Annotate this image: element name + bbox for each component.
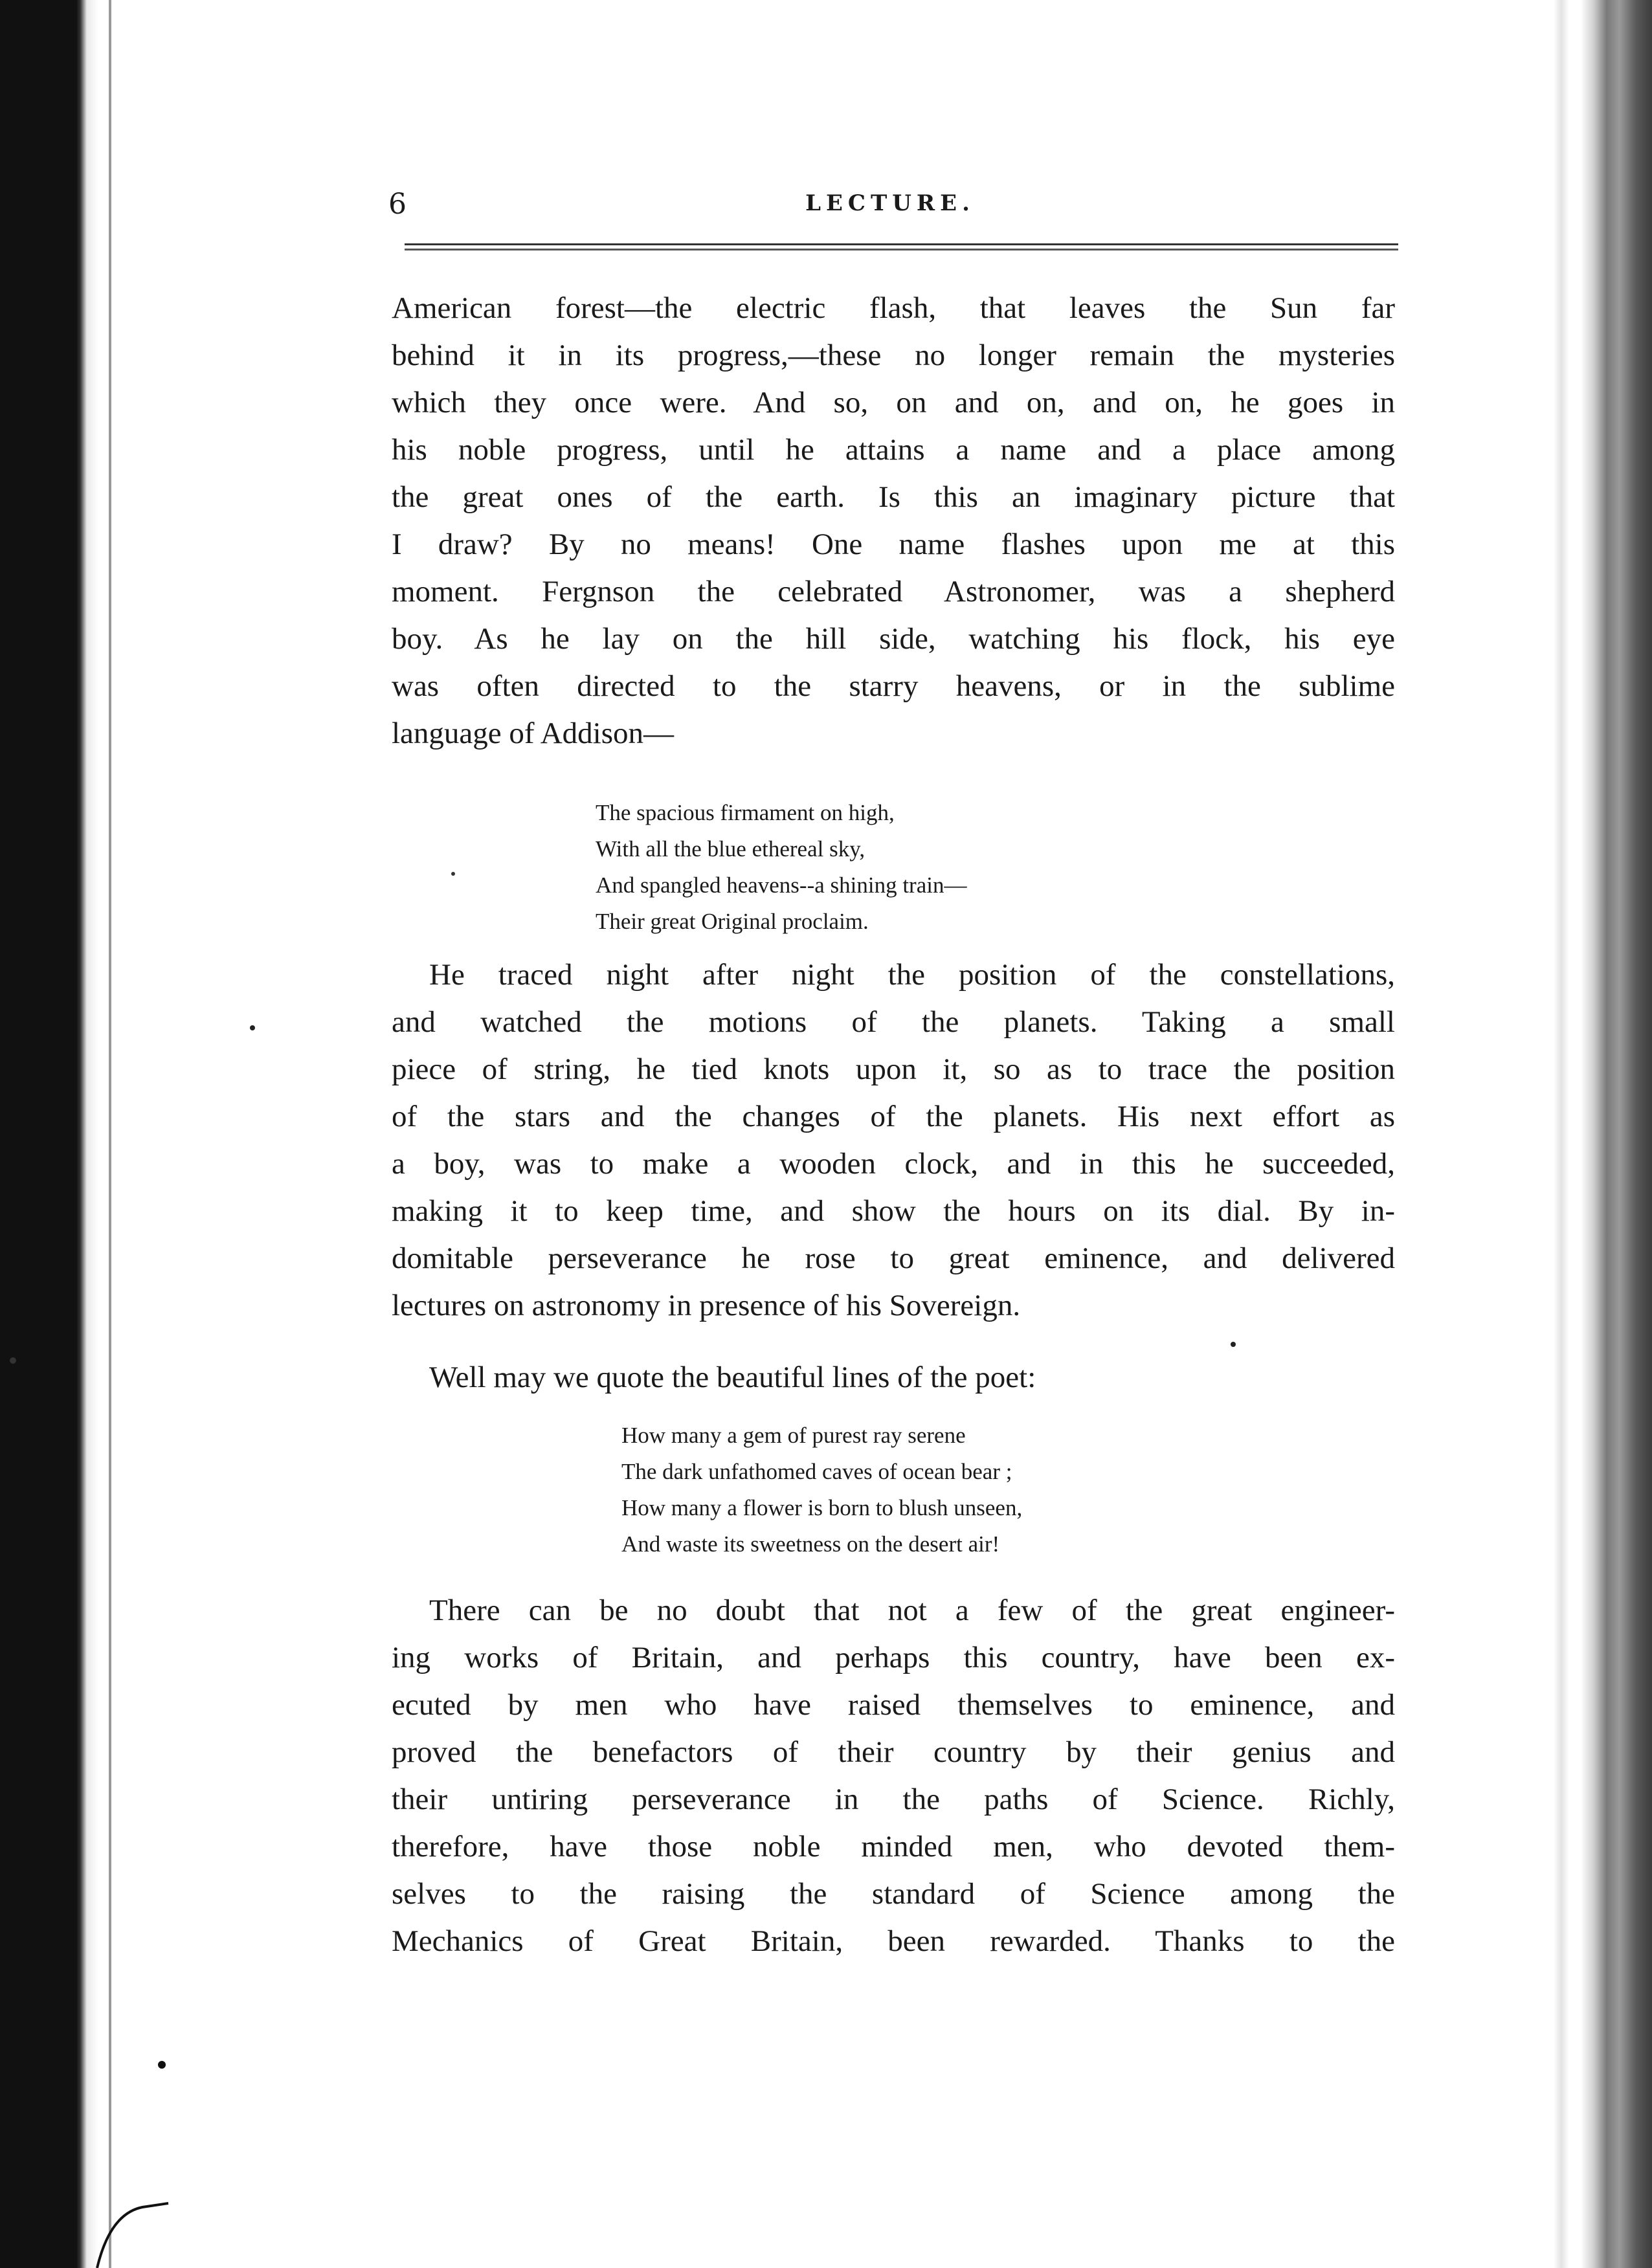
text-line: He traced night after night the position of the constellations, bbox=[429, 958, 1395, 992]
text-line: selves to the raising the standard of Science among the bbox=[392, 1877, 1395, 1911]
text-line: was often directed to the starry heavens, or in the sublime bbox=[392, 669, 1395, 703]
text-line: proved the benefactors of their country by their genius and bbox=[392, 1735, 1395, 1769]
scan-speck bbox=[451, 872, 455, 876]
verse-line: Their great Original proclaim. bbox=[596, 909, 869, 934]
text-line: There can be no doubt that not a few of the great engineer- bbox=[429, 1594, 1395, 1627]
verse-quotation-2 bbox=[621, 1418, 1022, 1562]
text-line: his noble progress, until he attains a name and a place among bbox=[392, 433, 1395, 467]
text-line: lectures on astronomy in presence of his Sovereign. bbox=[392, 1289, 1021, 1322]
paragraph-3 bbox=[392, 1354, 1395, 1401]
verse-line: The spacious firmament on high, bbox=[596, 800, 895, 825]
scan-right-fold bbox=[1554, 0, 1569, 2268]
text-line: making it to keep time, and show the hours on its dial. By in- bbox=[392, 1194, 1395, 1228]
scan-gutter-line bbox=[109, 0, 111, 2268]
scan-left-edge bbox=[0, 0, 98, 2268]
scan-right-edge bbox=[1581, 0, 1652, 2268]
scan-mark bbox=[97, 2203, 168, 2268]
scan-speck bbox=[250, 1025, 255, 1030]
paragraph-1 bbox=[392, 285, 1395, 757]
text-line: a boy, was to make a wooden clock, and in this he succeeded, bbox=[392, 1147, 1395, 1181]
text-line: therefore, have those noble minded men, who devoted them- bbox=[392, 1830, 1395, 1863]
text-line: of the stars and the changes of the planets. His next effort as bbox=[392, 1100, 1395, 1133]
text-line: the great ones of the earth. Is this an imaginary picture that bbox=[392, 480, 1395, 514]
text-line: boy. As he lay on the hill side, watching his flock, his eye bbox=[392, 622, 1395, 656]
text-line: American forest—the electric flash, that leaves the Sun far bbox=[392, 291, 1395, 325]
text-line: ecuted by men who have raised themselves to eminence, and bbox=[392, 1688, 1395, 1722]
text-line: behind it in its progress,—these no longer remain the mysteries bbox=[392, 339, 1395, 372]
verse-line: With all the blue ethereal sky, bbox=[596, 836, 865, 862]
verse-line: How many a gem of purest ray serene bbox=[621, 1423, 966, 1448]
text-line: domitable perseverance he rose to great eminence, and delivered bbox=[392, 1241, 1395, 1275]
text-line: their untiring perseverance in the paths of Science. Richly, bbox=[392, 1783, 1395, 1816]
text-line: Mechanics of Great Britain, been rewarded. Thanks to the bbox=[392, 1924, 1395, 1958]
verse-line: And waste its sweetness on the desert air! bbox=[621, 1531, 1000, 1557]
header-rule-line-bottom bbox=[405, 249, 1398, 250]
header-rule bbox=[405, 241, 1398, 254]
running-head: LECTURE. bbox=[805, 190, 975, 216]
text-line: I draw? By no means! One name flashes upon me at this bbox=[392, 528, 1395, 561]
page-number: 6 bbox=[388, 188, 407, 221]
verse-line: And spangled heavens--a shining train— bbox=[596, 873, 967, 898]
paragraph-4 bbox=[392, 1587, 1395, 1965]
text-line: language of Addison— bbox=[392, 717, 674, 750]
page-header bbox=[388, 188, 1392, 227]
verse-line: How many a flower is born to blush unseen, bbox=[621, 1495, 1023, 1520]
text-line: moment. Fergnson the celebrated Astronomer, was a shepherd bbox=[392, 575, 1395, 608]
verse-quotation-1 bbox=[596, 795, 966, 940]
text-line: piece of string, he tied knots upon it, so as to trace the position bbox=[392, 1052, 1395, 1086]
scan-speck bbox=[1231, 1342, 1236, 1347]
verse-line: The dark unfathomed caves of ocean bear ; bbox=[621, 1459, 1012, 1484]
paragraph-2 bbox=[392, 951, 1395, 1329]
text-line: Well may we quote the beautiful lines of the poet: bbox=[429, 1361, 1036, 1394]
scan-speck bbox=[158, 2061, 166, 2069]
text-line: which they once were. And so, on and on, and on, he goes in bbox=[392, 386, 1395, 419]
text-line: and watched the motions of the planets. Taking a small bbox=[392, 1005, 1395, 1039]
text-line: ing works of Britain, and perhaps this country, have been ex- bbox=[392, 1641, 1395, 1674]
header-rule-line-top bbox=[405, 243, 1398, 245]
